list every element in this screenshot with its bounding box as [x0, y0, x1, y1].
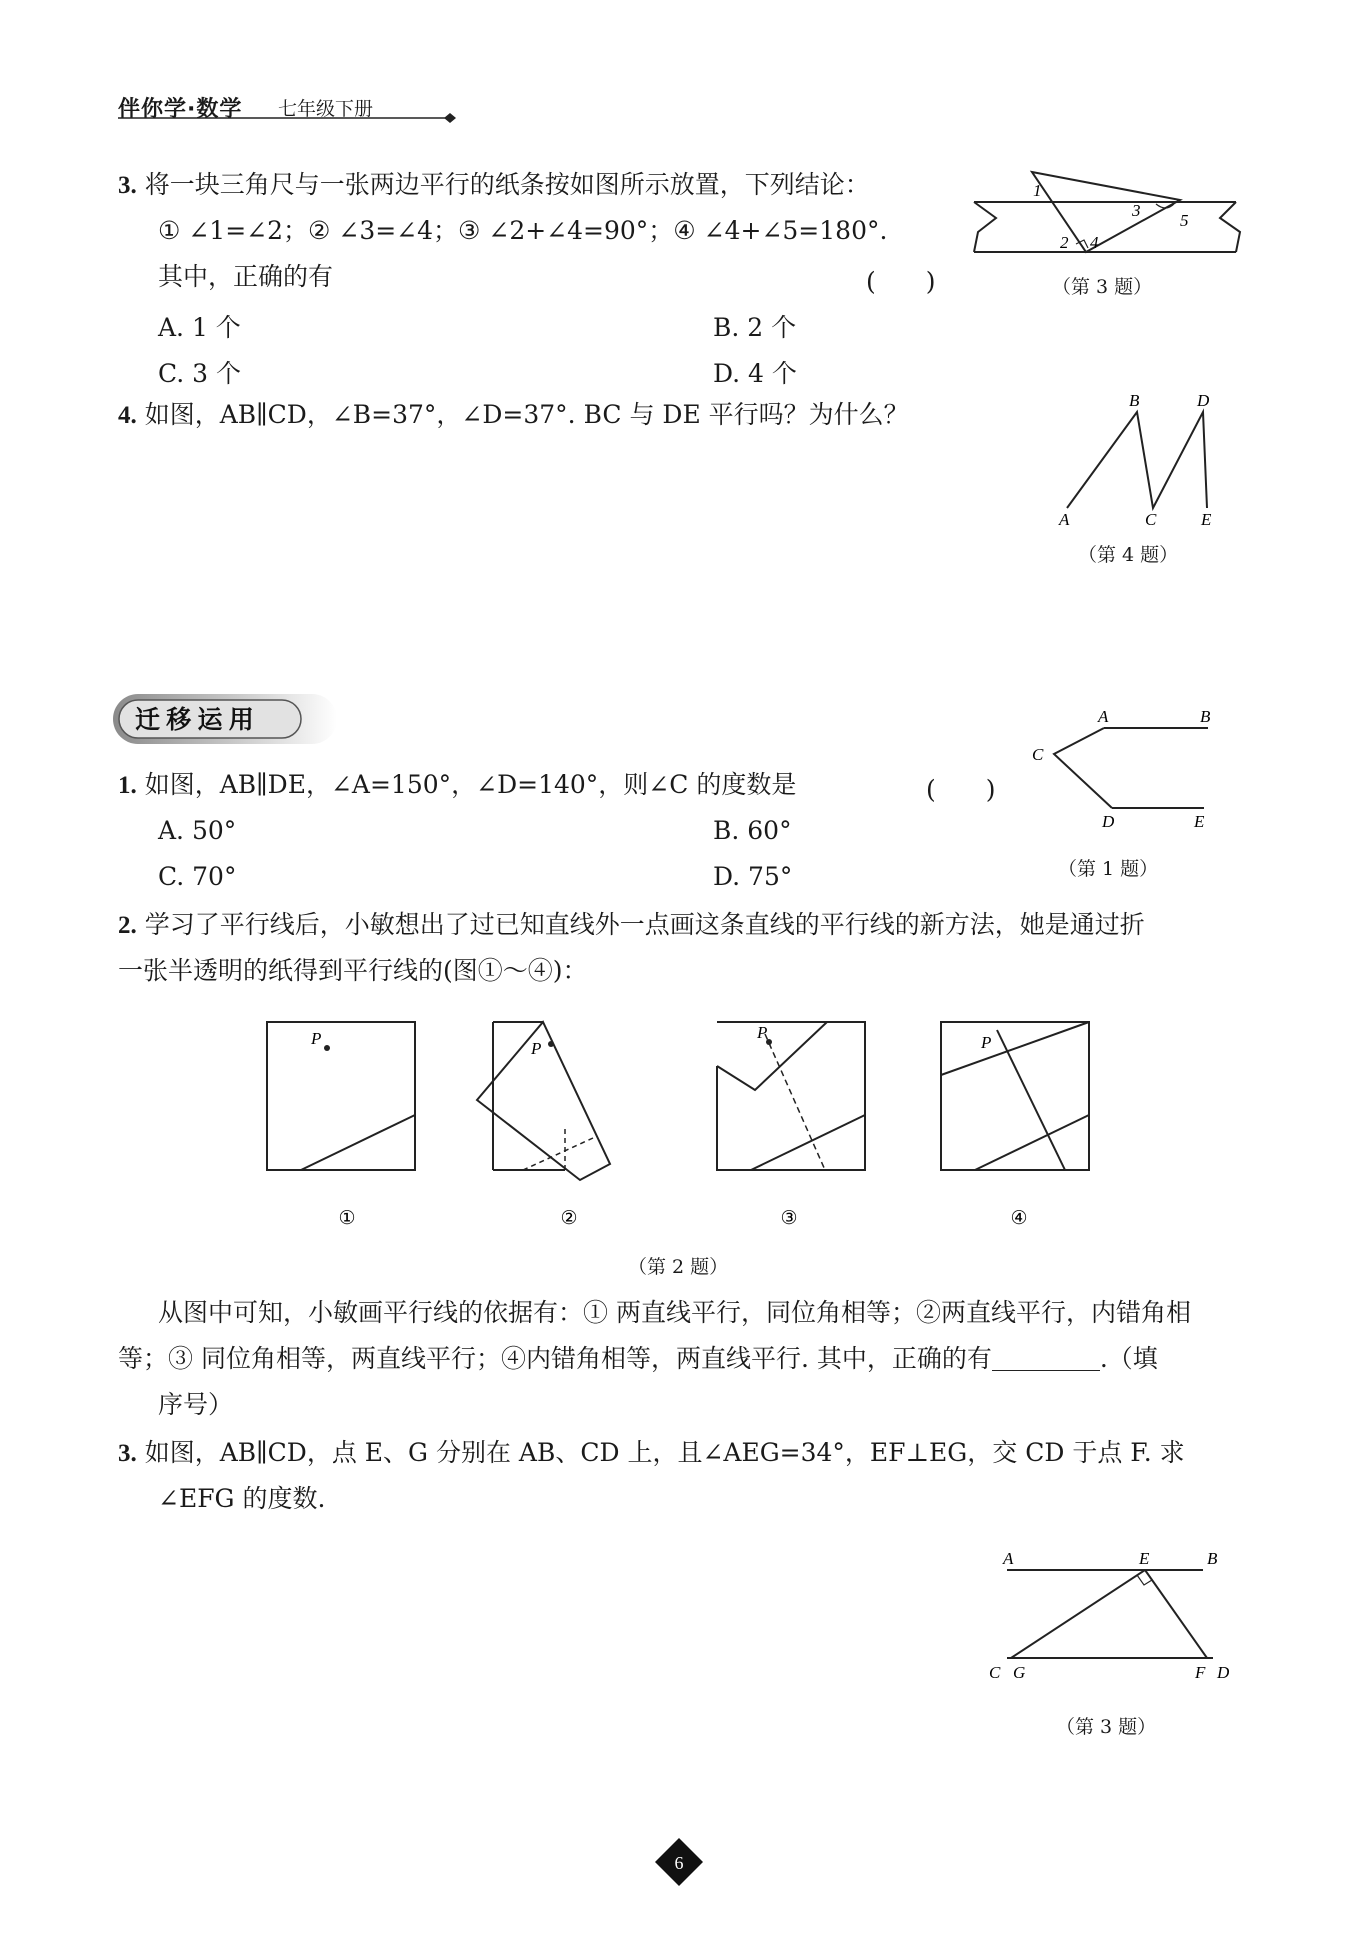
page-number-badge	[655, 1838, 703, 1886]
review-q3-caption: （第 3 题）	[1052, 276, 1153, 298]
label-a: A	[1059, 510, 1070, 529]
label-d: D	[1102, 812, 1115, 831]
transfer-q2-text2: 等；③ 同位角相等，两直线平行；④内错角相等，两直线平行. 其中，正确的有 .（填	[118, 1344, 1158, 1373]
transfer-q1-option-d: D. 75°	[713, 862, 793, 891]
zigzag-lines	[1067, 412, 1207, 508]
label-c: C	[989, 1663, 1001, 1682]
review-q4-caption: （第 4 题）	[1078, 544, 1179, 566]
transfer-q2-figures	[255, 1010, 1115, 1240]
label-5: 5	[1180, 211, 1189, 230]
label-4: 4	[1090, 233, 1099, 252]
sub-label-4: ④	[1010, 1208, 1028, 1229]
label-d: D	[1197, 391, 1210, 410]
transfer-q1-option-a: A. 50°	[158, 816, 237, 845]
section-banner	[113, 694, 337, 744]
label-g: G	[1013, 1663, 1026, 1682]
fold-figure-3	[717, 1022, 865, 1170]
line-eg	[1011, 1570, 1145, 1658]
header-title: 伴你学·数学	[118, 97, 243, 122]
review-q4-figure	[1045, 390, 1225, 530]
label-c: C	[1145, 510, 1157, 529]
line-a-c-d	[1054, 728, 1112, 808]
label-c: C	[1032, 745, 1044, 764]
label-2: 2	[1060, 233, 1069, 252]
page-number: 6	[674, 1853, 684, 1873]
header-subtitle: 七年级下册	[278, 98, 374, 120]
sub-label-2: ②	[560, 1208, 578, 1229]
sub-label-3: ③	[780, 1208, 798, 1229]
transfer-q3-figure	[985, 1540, 1255, 1690]
transfer-q2-line2: 一张半透明的纸得到平行线的(图①～④)：	[118, 956, 588, 985]
triangle-ruler	[1032, 172, 1180, 252]
label-b: B	[1129, 391, 1140, 410]
transfer-q1-figure	[1020, 700, 1230, 840]
transfer-q2-text3: 序号）	[158, 1390, 234, 1419]
label-b: B	[1207, 1549, 1218, 1568]
fold-figure-4	[941, 1022, 1089, 1170]
label-1: 1	[1033, 181, 1042, 200]
transfer-q2-line1: 2. 学习了平行线后，小敏想出了过已知直线外一点画这条直线的平行线的新方法，她是通过折	[118, 910, 1145, 939]
review-q3-line1: 3. 将一块三角尺与一张两边平行的纸条按如图所示放置，下列结论：	[118, 170, 870, 199]
transfer-q1-line1: 1. 如图，AB∥DE，∠A=150°，∠D=140°，则∠C 的度数是	[118, 770, 797, 799]
transfer-q3-line2: ∠EFG 的度数.	[158, 1484, 326, 1513]
sub-label-1: ①	[338, 1208, 356, 1229]
label-p: P	[757, 1023, 768, 1042]
label-p: P	[531, 1039, 542, 1058]
transfer-q3-caption: （第 3 题）	[1056, 1716, 1157, 1738]
label-d: D	[1217, 1663, 1230, 1682]
fold-figure-1	[267, 1022, 415, 1170]
line-ef	[1145, 1570, 1207, 1658]
label-b: B	[1200, 707, 1211, 726]
label-e: E	[1139, 1549, 1150, 1568]
review-q4-line1: 4. 如图，AB∥CD，∠B=37°，∠D=37°. BC 与 DE 平行吗？为什么？	[118, 400, 909, 429]
transfer-q2-text1: 从图中可知，小敏画平行线的依据有：① 两直线平行，同位角相等；②两直线平行，内错角相	[158, 1298, 1191, 1327]
label-p: P	[311, 1029, 322, 1048]
transfer-q1-option-b: B. 60°	[713, 816, 792, 845]
review-q3-figure	[970, 160, 1250, 270]
review-q3-option-c: C. 3 个	[158, 359, 241, 388]
review-q3-line3: 其中，正确的有	[158, 262, 334, 291]
strip-left-zigzag	[974, 202, 996, 252]
point-p-dot	[324, 1045, 330, 1051]
label-p: P	[981, 1033, 992, 1052]
header-rule	[118, 112, 458, 126]
review-q3-option-a: A. 1 个	[158, 313, 241, 342]
review-q3-answer-paren: ( )	[866, 267, 936, 296]
transfer-q1-answer-paren: ( )	[926, 775, 996, 804]
fold-figure-2	[477, 1022, 610, 1180]
label-3: 3	[1132, 201, 1141, 220]
transfer-q3-line1: 3. 如图，AB∥CD，点 E、G 分别在 AB、CD 上，且∠AEG=34°，EF⊥EG，交 CD 于点 F. 求	[118, 1438, 1185, 1467]
label-a: A	[1098, 707, 1109, 726]
label-e: E	[1201, 510, 1212, 529]
review-q3-option-b: B. 2 个	[713, 313, 797, 342]
transfer-q2-caption: （第 2 题）	[628, 1256, 729, 1278]
transfer-q1-caption: （第 1 题）	[1058, 858, 1159, 880]
review-q3-line2: ① ∠1=∠2；② ∠3=∠4；③ ∠2+∠4=90°；④ ∠4+∠5=180°.	[158, 216, 888, 245]
review-q3-option-d: D. 4 个	[713, 359, 797, 388]
strip-right-zigzag	[1220, 202, 1240, 252]
label-f: F	[1195, 1663, 1206, 1682]
label-a: A	[1003, 1549, 1014, 1568]
fill-in-blank	[992, 1346, 1100, 1371]
transfer-q1-option-c: C. 70°	[158, 862, 237, 891]
label-e: E	[1194, 812, 1205, 831]
section-title: 迁 移 运 用	[135, 707, 254, 734]
